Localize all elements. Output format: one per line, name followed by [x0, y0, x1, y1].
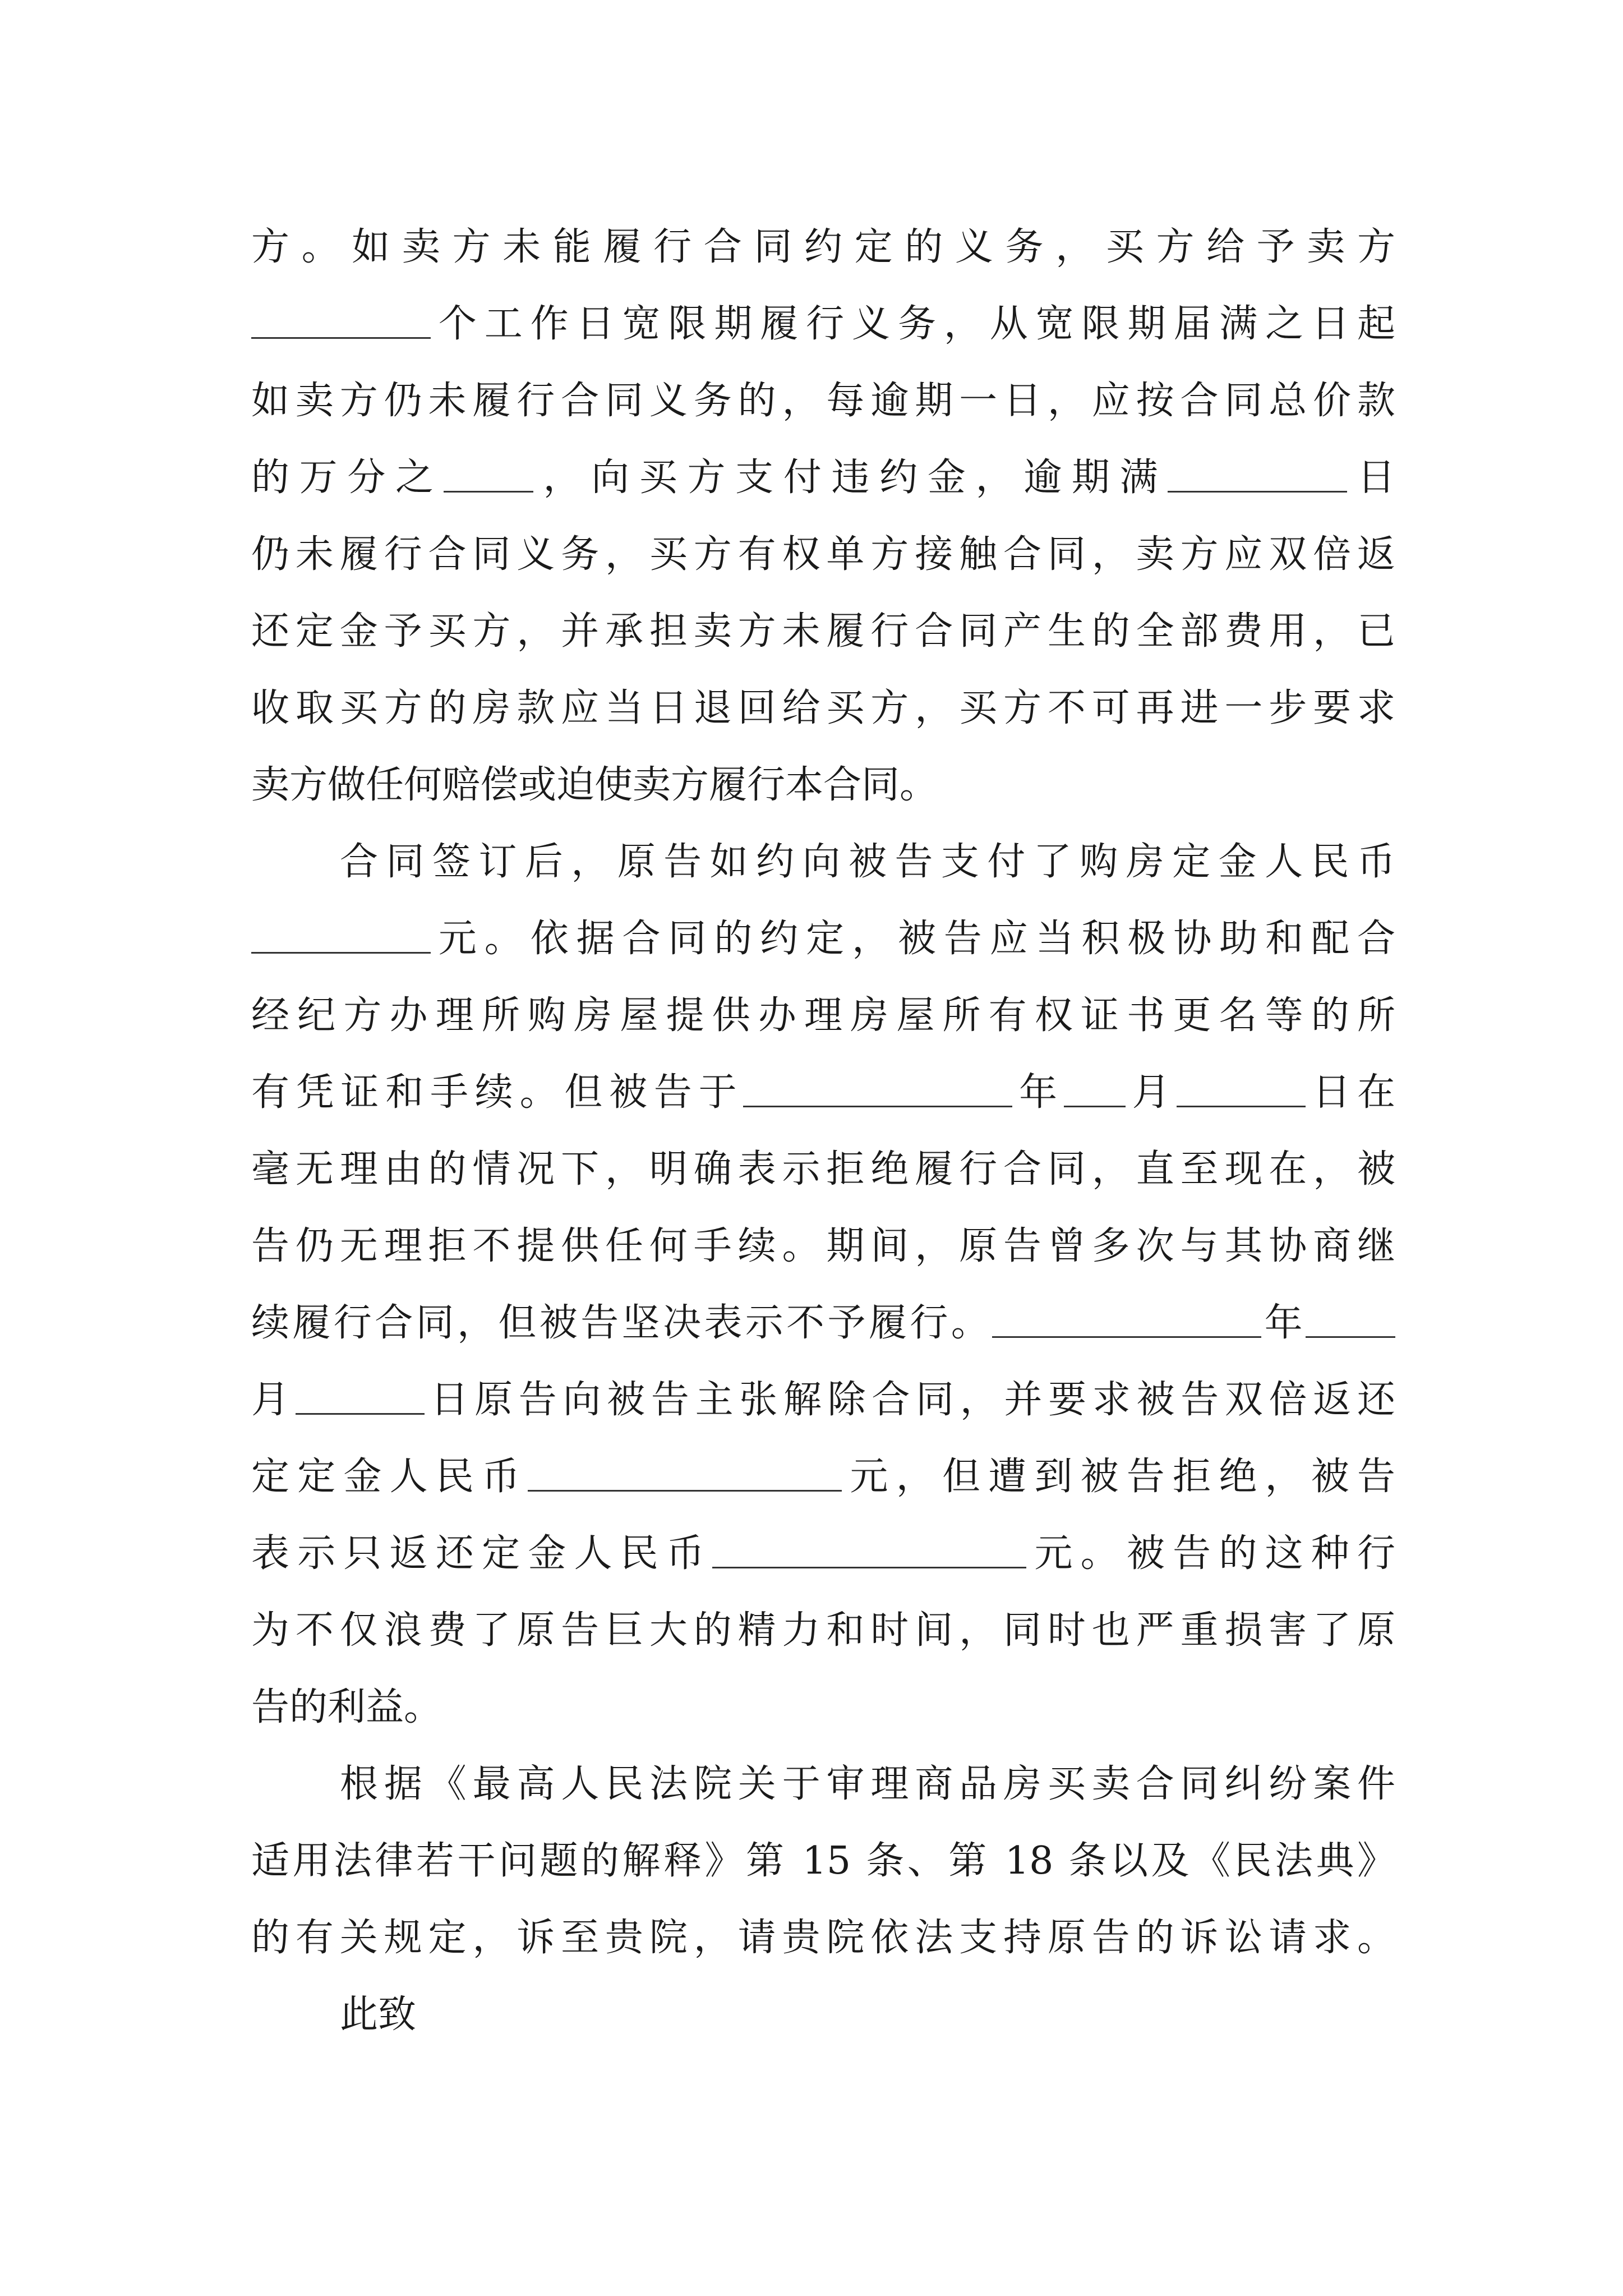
blank-field	[1168, 454, 1347, 493]
text-line: 的有关规定，诉至贵院，请贵院依法支持原告的诉讼请求。	[251, 1916, 1395, 1960]
blank-field	[528, 1453, 842, 1492]
text-line: 定定金人民币 元，但遭到被告拒绝，被告	[251, 1438, 1395, 1515]
text-line: 经纪方办理所购房屋提供办理房屋所有权证书更名等的所	[251, 993, 1395, 1038]
blank-field	[1064, 1069, 1126, 1107]
text-line: 仍未履行合同义务，买方有权单方接触合同，卖方应双倍返	[251, 532, 1395, 577]
text-line: 为不仅浪费了原告巨大的精力和时间，同时也严重损害了原	[251, 1608, 1395, 1653]
text-line: 收取买方的房款应当日退回给买方，买方不可再进一步要求	[251, 686, 1395, 730]
text-line: 毫无理由的情况下，明确表示拒绝履行合同，直至现在，被	[251, 1147, 1395, 1191]
paragraph-first-line: 根据《最高人民法院关于审理商品房买卖合同纠纷案件	[340, 1762, 1395, 1806]
blank-field	[444, 454, 533, 493]
text-line: 卖方做任何赔偿或迫使卖方履行本合同。	[251, 763, 938, 807]
text-line: 元。依据合同的约定，被告应当积极协助和配合	[251, 900, 1395, 977]
text-line: 有凭证和手续。但被告于 年 月 日在	[251, 1054, 1395, 1131]
blank-field	[992, 1299, 1261, 1338]
text-line: 告的利益。	[251, 1685, 442, 1729]
text-line: 的万分之 ，向买方支付违约金，逾期满 日	[251, 439, 1395, 516]
text-line: 还定金予买方，并承担卖方未履行合同产生的全部费用，已	[251, 609, 1395, 654]
blank-field	[1306, 1299, 1395, 1338]
blank-field	[1177, 1069, 1306, 1107]
blank-field	[712, 1530, 1026, 1568]
document-body	[251, 209, 1395, 2053]
text-line: 如卖方仍未履行合同义务的，每逾期一日，应按合同总价款	[251, 379, 1395, 423]
text-line: 个工作日宽限期履行义务，从宽限期届满之日起	[251, 286, 1395, 362]
paragraph-first-line: 合同签订后，原告如约向被告支付了购房定金人民币	[340, 840, 1395, 884]
text-line: 续履行合同，但被告坚决表示不予履行。 年	[251, 1285, 1395, 1361]
blank-field	[743, 1069, 1012, 1107]
text-line: 方。如卖方未能履行合同约定的义务，买方给予卖方	[251, 225, 1395, 269]
blank-field	[251, 915, 431, 954]
text-line: 表示只返还定金人民币 元。被告的这种行	[251, 1515, 1395, 1592]
blank-field	[296, 1376, 425, 1415]
blank-field	[251, 300, 431, 339]
text-line: 月 日原告向被告主张解除合同，并要求被告双倍返还	[251, 1361, 1395, 1438]
text-line: 适用法律若干问题的解释》第 15 条、第 18 条以及《民法典》	[251, 1839, 1395, 1883]
text-line: 告仍无理拒不提供任何手续。期间，原告曾多次与其协商继	[251, 1224, 1395, 1268]
closing-salutation: 此致	[340, 1993, 417, 2037]
